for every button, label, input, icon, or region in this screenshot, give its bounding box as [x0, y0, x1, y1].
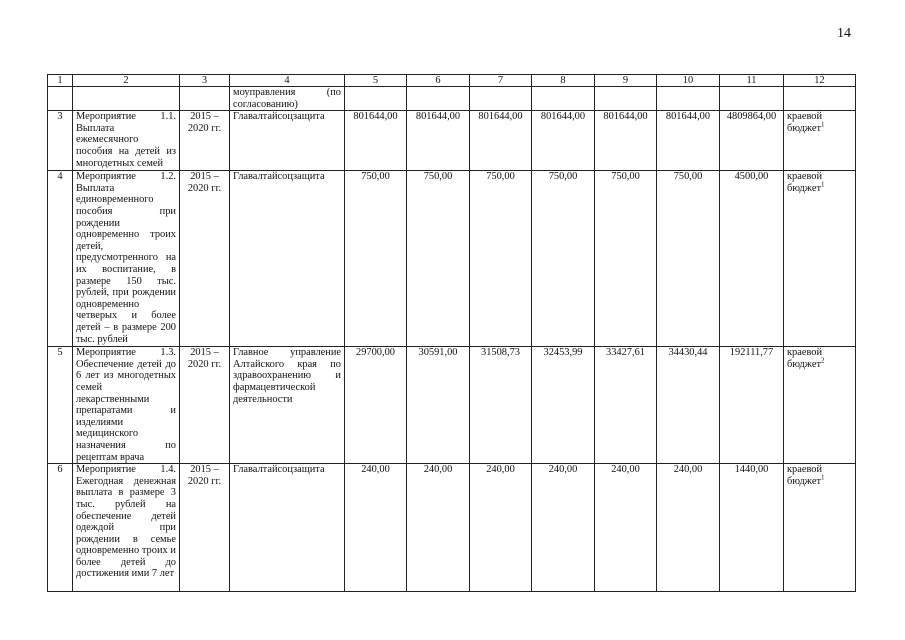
column-number: 6: [407, 75, 470, 87]
event-cell: Мероприятие 1.2. Выплата единовременного пособия при рождении одновременно троих детей, предусмотренного на их воспитание, в размере 150 тыс. рублей, при рождении одновременно четверых и более детей – в размере 200 тыс. рублей: [73, 171, 180, 347]
source-cell: [784, 111, 856, 171]
column-number: 8: [532, 75, 595, 87]
column-number: 7: [470, 75, 532, 87]
source-cell: [784, 171, 856, 347]
period-cell: 2015 – 2020 гг.: [180, 171, 230, 347]
column-number: 5: [345, 75, 407, 87]
period-cell: 2015 – 2020 гг.: [180, 464, 230, 592]
value-cell: 801644,00: [470, 111, 532, 171]
source-footnote: 1: [821, 120, 825, 129]
event-cell: Мероприятие 1.4. Ежегодная денежная выплата в размере 3 тыс. рублей на обеспечение детей одеждой при рождении в семье одновременно троих и более детей до достижения ими 7 лет: [73, 464, 180, 592]
value-cell: 750,00: [657, 171, 720, 347]
column-number: 12: [784, 75, 856, 87]
value-cell: 750,00: [532, 171, 595, 347]
value-cell: 801644,00: [532, 111, 595, 171]
program-table: [47, 74, 856, 592]
source-footnote: 1: [821, 180, 825, 189]
row-number: 4: [48, 171, 73, 347]
value-cell: 33427,61: [595, 347, 657, 464]
source-footnote: 1: [821, 473, 825, 482]
value-cell: 29700,00: [345, 347, 407, 464]
continuation-row: [48, 87, 856, 111]
value-cell: 34430,44: [657, 347, 720, 464]
value-cell: 240,00: [657, 464, 720, 592]
period-cell: 2015 – 2020 гг.: [180, 111, 230, 171]
executor-cell: моуправления (по согласованию): [230, 87, 345, 111]
source-text: краевой бюджет: [787, 171, 823, 194]
value-cell: 750,00: [345, 171, 407, 347]
column-number: 4: [230, 75, 345, 87]
source-cell: [784, 464, 856, 592]
source-text: краевой бюджет: [787, 111, 823, 134]
column-number: 10: [657, 75, 720, 87]
total-cell: 4809864,00: [720, 111, 784, 171]
period-cell: 2015 – 2020 гг.: [180, 347, 230, 464]
value-cell: 30591,00: [407, 347, 470, 464]
value-cell: 32453,99: [532, 347, 595, 464]
table-row: [48, 111, 856, 171]
row-number: 5: [48, 347, 73, 464]
column-number: 2: [73, 75, 180, 87]
column-number: 1: [48, 75, 73, 87]
table-row: [48, 347, 856, 464]
value-cell: 240,00: [595, 464, 657, 592]
total-cell: 1440,00: [720, 464, 784, 592]
value-cell: 31508,73: [470, 347, 532, 464]
table-row: [48, 171, 856, 347]
value-cell: 801644,00: [657, 111, 720, 171]
value-cell: 750,00: [407, 171, 470, 347]
column-number: 3: [180, 75, 230, 87]
row-number: 3: [48, 111, 73, 171]
source-text: краевой бюджет: [787, 464, 823, 487]
value-cell: 801644,00: [595, 111, 657, 171]
executor-cell: Главалтайсоцзащита: [230, 171, 345, 347]
source-footnote: 2: [821, 356, 825, 365]
value-cell: 240,00: [407, 464, 470, 592]
event-cell: Мероприятие 1.1. Выплата ежемесячного пособия на детей из многодетных семей: [73, 111, 180, 171]
value-cell: 801644,00: [407, 111, 470, 171]
event-cell: Мероприятие 1.3. Обеспечение детей до 6 лет из многодетных семей лекарственными препаратами и изделиями медицинского назначения по рецептам врача: [73, 347, 180, 464]
value-cell: 750,00: [595, 171, 657, 347]
table-row: [48, 464, 856, 592]
executor-cell: Главалтайсоцзащита: [230, 111, 345, 171]
column-number-row: [48, 75, 856, 87]
value-cell: 240,00: [345, 464, 407, 592]
row-number: 6: [48, 464, 73, 592]
value-cell: 240,00: [470, 464, 532, 592]
executor-cell: Главалтайсоцзащита: [230, 464, 345, 592]
value-cell: 801644,00: [345, 111, 407, 171]
column-number: 11: [720, 75, 784, 87]
executor-cell: Главное управление Алтайского края по здравоохранению и фармацевтической деятельности: [230, 347, 345, 464]
total-cell: 4500,00: [720, 171, 784, 347]
total-cell: 192111,77: [720, 347, 784, 464]
value-cell: 240,00: [532, 464, 595, 592]
source-text: краевой бюджет: [787, 347, 823, 370]
column-number: 9: [595, 75, 657, 87]
value-cell: 750,00: [470, 171, 532, 347]
page-number: 14: [837, 26, 851, 41]
source-cell: [784, 347, 856, 464]
